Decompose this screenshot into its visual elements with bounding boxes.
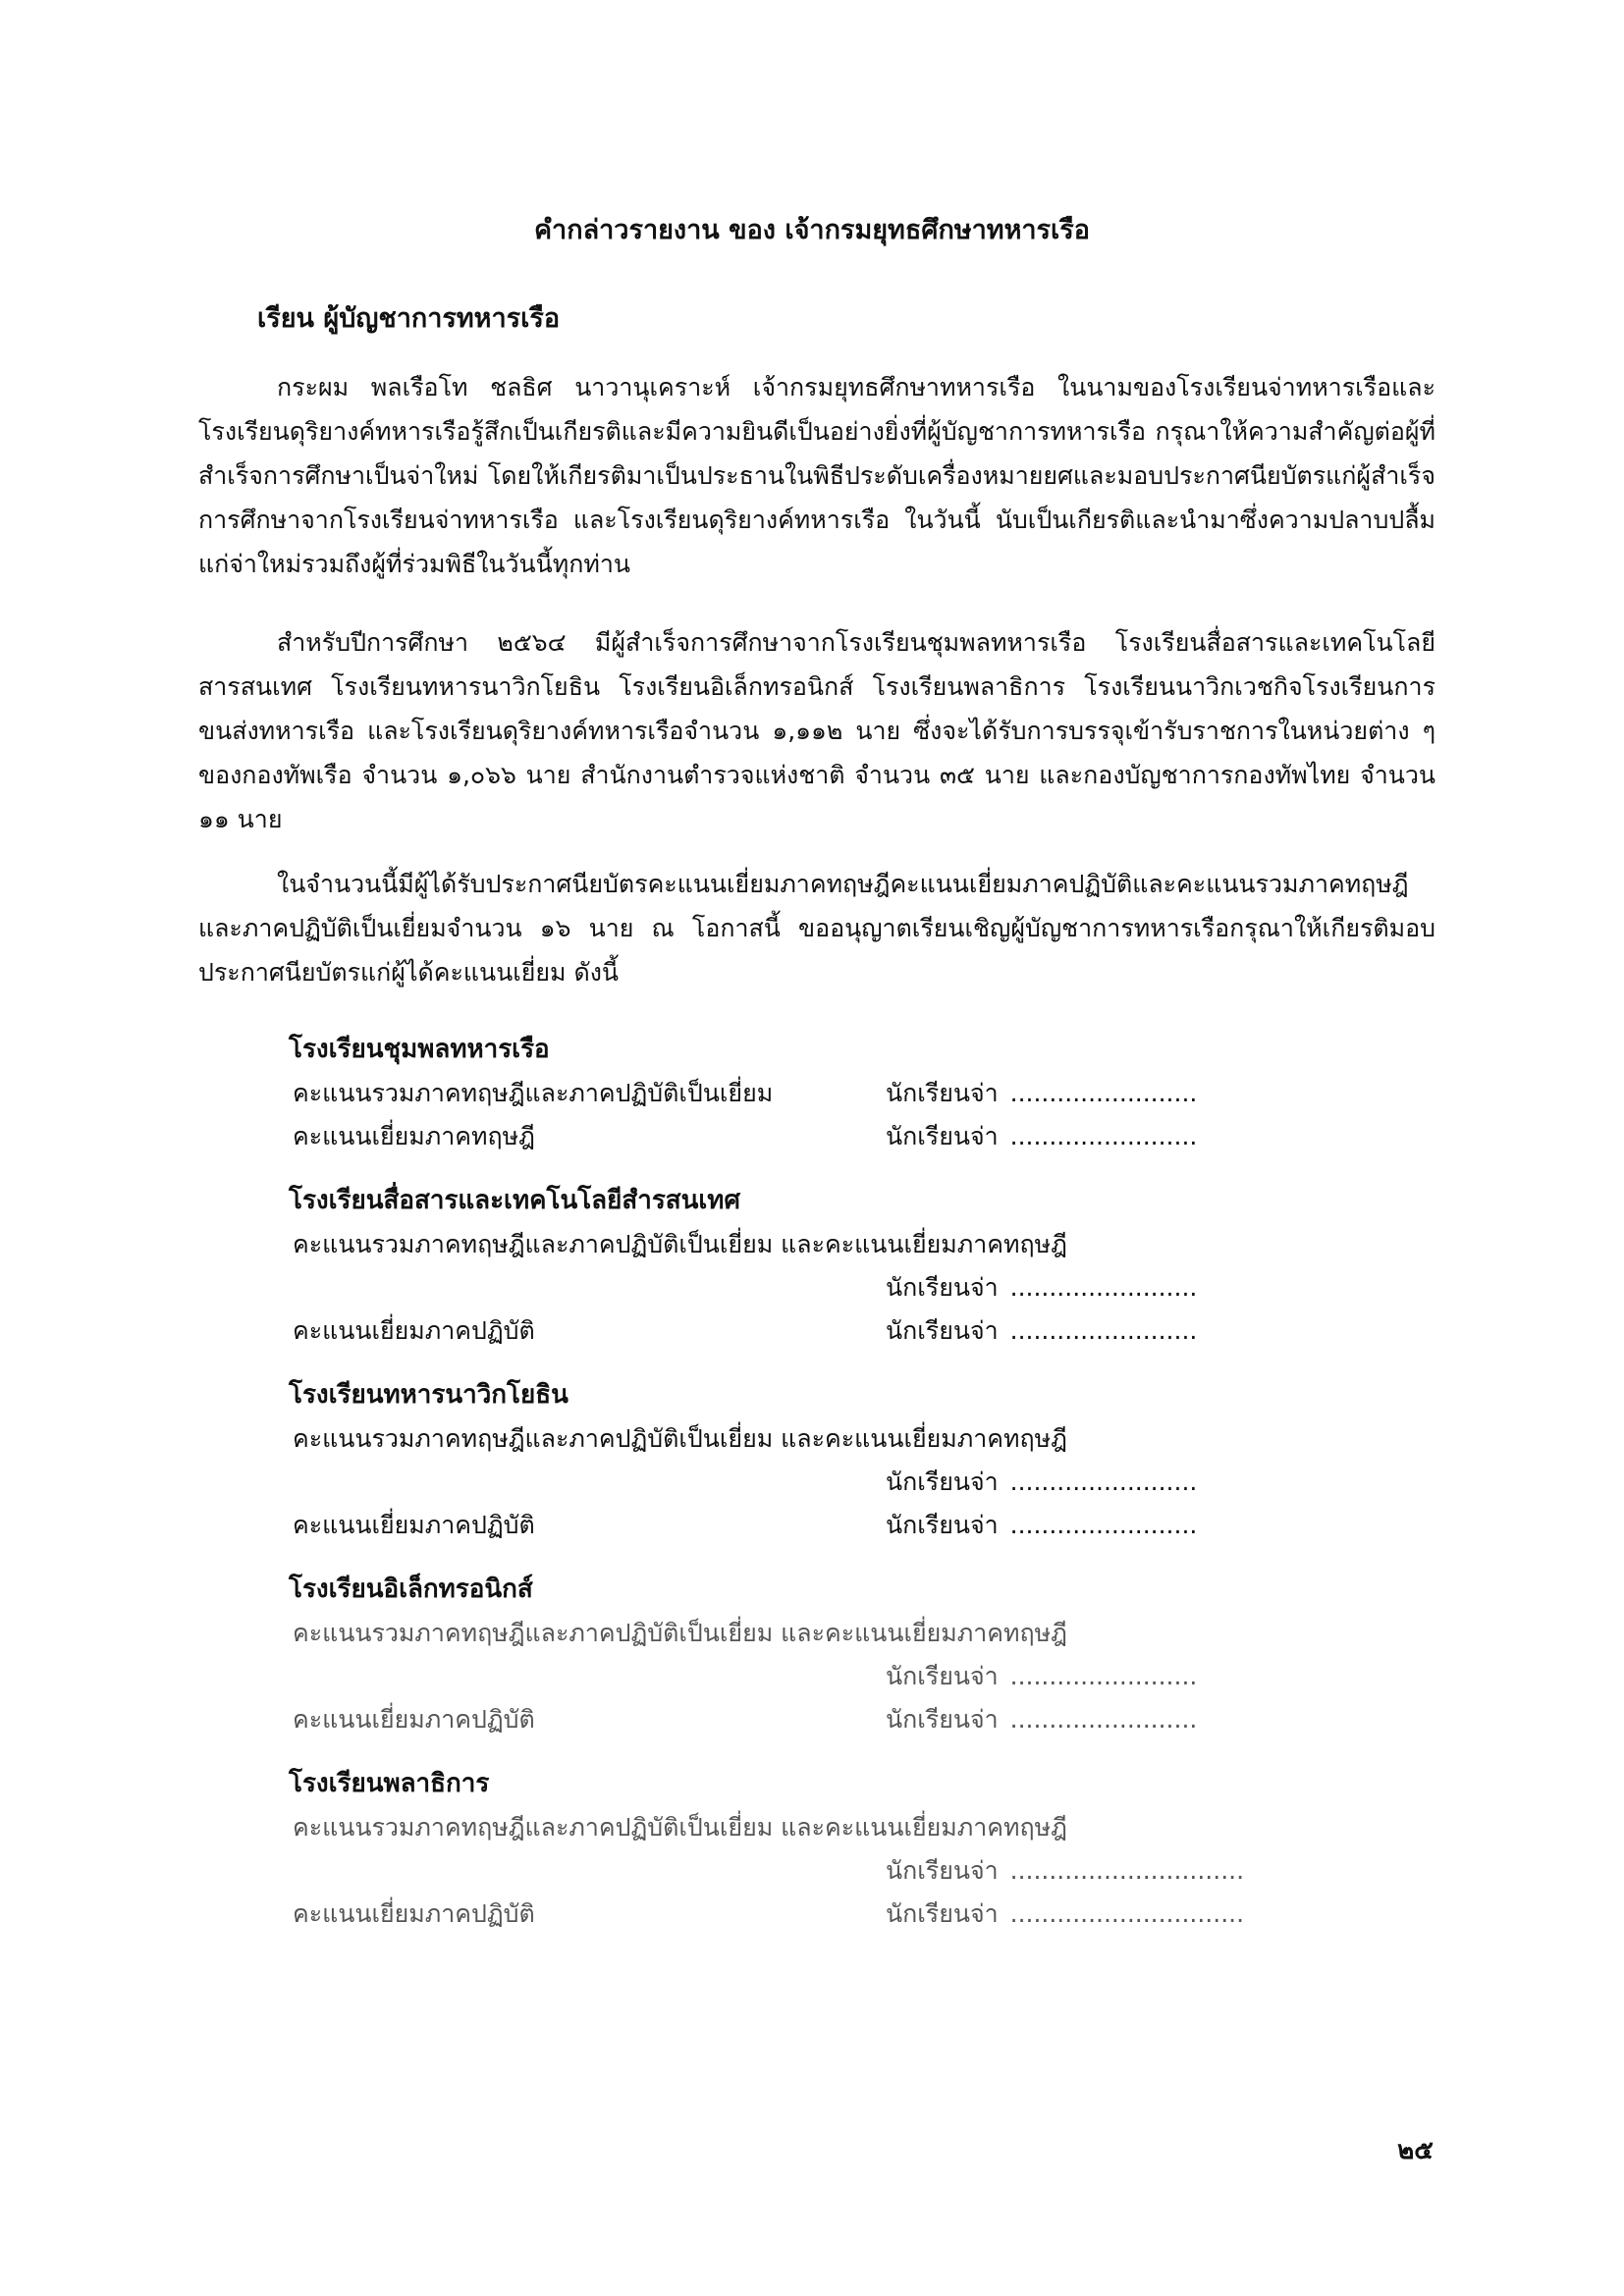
student-slot	[886, 1849, 1244, 1893]
student-label: นักเรียนจ่า	[886, 1856, 999, 1885]
award-row	[289, 1612, 1271, 1655]
student-label: นักเรียนจ่า	[886, 1316, 999, 1345]
award-row	[289, 1655, 1271, 1698]
school-name: โรงเรียนสื่อสารและเทคโนโลยีสำรสนเทศ	[289, 1186, 740, 1215]
award-category: คะแนนรวมภาคทฤษฎีและภาคปฏิบัติเป็นเยี่ยม และคะแนนเยี่ยมภาคทฤษฎี	[293, 1230, 1067, 1258]
student-slot	[886, 1115, 1197, 1158]
award-category: คะแนนเยี่ยมภาคทฤษฎี	[293, 1122, 535, 1150]
student-label: นักเรียนจ่า	[886, 1468, 999, 1496]
blank-dots: ........................	[1009, 1122, 1198, 1150]
blank-dots: ........................	[1009, 1662, 1198, 1690]
student-slot	[886, 1309, 1197, 1353]
blank-dots: ........................	[1009, 1705, 1198, 1734]
school-name: โรงเรียนทหารนาวิกโยธิน	[289, 1380, 568, 1410]
award-school	[289, 1761, 1271, 1936]
blank-dots: ........................	[1009, 1468, 1198, 1496]
blank-dots: ........................	[1009, 1079, 1198, 1107]
award-school	[289, 1027, 1271, 1158]
award-category: คะแนนรวมภาคทฤษฎีและภาคปฏิบัติเป็นเยี่ยม และคะแนนเยี่ยมภาคทฤษฎี	[293, 1424, 1067, 1453]
school-name: โรงเรียนอิเล็กทรอนิกส์	[289, 1575, 533, 1604]
award-row	[289, 1072, 1271, 1115]
award-category: คะแนนเยี่ยมภาคปฏิบัติ	[293, 1705, 535, 1734]
paragraph-graduates: สำหรับปีการศึกษา ๒๕๖๔ มีผู้สำเร็จการศึกษาจากโรงเรียนชุมพลทหารเรือ โรงเรียนสื่อสารและเทคโนโลยีสารสนเทศ โรงเรียนทหารนาวิกโยธิน โรงเรียนอิเล็กทรอนิกส์ โรงเรียนพลาธิการ โรงเรียนนาวิกเวชกิจโรงเรียนการขนส่งทหารเรือ และโรงเรียนดุริยางค์ทหารเรือจำนวน ๑,๑๑๒ นาย ซึ่งจะได้รับการบรรจุเข้ารับราชการในหน่วยต่าง ๆของกองทัพเรือ จำนวน ๑,๐๖๖ นาย สำนักงานตำรวจแห่งชาติ จำนวน ๓๕ นาย และกองบัญชาการกองทัพไทย จำนวน ๑๑ นาย	[198, 628, 1435, 833]
award-row	[289, 1417, 1271, 1461]
award-school	[289, 1372, 1271, 1547]
award-row	[289, 1223, 1271, 1266]
award-row	[289, 1309, 1271, 1353]
document-title: คำกล่าวรายงาน ของ เจ้ากรมยุทธศึกษาทหารเรือ	[534, 215, 1090, 245]
award-row	[289, 1504, 1271, 1547]
student-label: นักเรียนจ่า	[886, 1079, 999, 1107]
blank-dots: ..............................	[1009, 1899, 1245, 1928]
award-school	[289, 1178, 1271, 1353]
award-list	[289, 1027, 1271, 1955]
award-category: คะแนนเยี่ยมภาคปฏิบัติ	[293, 1899, 535, 1928]
student-slot	[886, 1655, 1197, 1698]
student-slot	[886, 1698, 1197, 1741]
student-slot	[886, 1504, 1197, 1547]
student-label: นักเรียนจ่า	[886, 1899, 999, 1928]
award-category: คะแนนรวมภาคทฤษฎีและภาคปฏิบัติเป็นเยี่ยม	[293, 1079, 774, 1107]
school-name: โรงเรียนชุมพลทหารเรือ	[289, 1035, 550, 1064]
paragraph-awards-intro: ในจำนวนนี้มีผู้ได้รับประกาศนียบัตรคะแนนเยี่ยมภาคทฤษฎีคะแนนเยี่ยมภาคปฏิบัติและคะแนนรวมภาคทฤษฎีและภาคปฏิบัติเป็นเยี่ยมจำนวน ๑๖ นาย ณ โอกาสนี้ ขออนุญาตเรียนเชิญผู้บัญชาการทหารเรือกรุณาให้เกียรติมอบประกาศนียบัตรแก่ผู้ได้คะแนนเยี่ยม ดังนี้	[198, 870, 1435, 987]
award-row	[289, 1461, 1271, 1504]
salutation: เรียน ผู้บัญชาการทหารเรือ	[257, 303, 561, 334]
award-category: คะแนนรวมภาคทฤษฎีและภาคปฏิบัติเป็นเยี่ยม และคะแนนเยี่ยมภาคทฤษฎี	[293, 1619, 1067, 1647]
award-row	[289, 1266, 1271, 1309]
student-label: นักเรียนจ่า	[886, 1662, 999, 1690]
award-category: คะแนนเยี่ยมภาคปฏิบัติ	[293, 1316, 535, 1345]
award-row	[289, 1893, 1271, 1936]
student-label: นักเรียนจ่า	[886, 1122, 999, 1150]
student-slot	[886, 1266, 1197, 1309]
student-slot	[886, 1461, 1197, 1504]
blank-dots: ........................	[1009, 1316, 1198, 1345]
award-row	[289, 1806, 1271, 1849]
paragraph-intro: กระผม พลเรือโท ชลธิศ นาวานุเคราะห์ เจ้ากรมยุทธศึกษาทหารเรือ ในนามของโรงเรียนจ่าทหารเรือและโรงเรียนดุริยางค์ทหารเรือรู้สึกเป็นเกียรติและมีความยินดีเป็นอย่างยิ่งที่ผู้บัญชาการทหารเรือ กรุณาให้ความสำคัญต่อผู้ที่สำเร็จการศึกษาเป็นจ่าใหม่ โดยให้เกียรติมาเป็นประธานในพิธีประดับเครื่องหมายยศและมอบประกาศนียบัตรแก่ผู้สำเร็จการศึกษาจากโรงเรียนจ่าทหารเรือ และโรงเรียนดุริยางค์ทหารเรือ ในวันนี้ นับเป็นเกียรติและนำมาซึ่งความปลาบปลื้มแก่จ่าใหม่รวมถึงผู้ที่ร่วมพิธีในวันนี้ทุกท่าน	[198, 373, 1435, 578]
school-name: โรงเรียนพลาธิการ	[289, 1769, 490, 1798]
blank-dots: ........................	[1009, 1511, 1198, 1539]
award-category: คะแนนเยี่ยมภาคปฏิบัติ	[293, 1511, 535, 1539]
page-number: ๒๕	[1397, 2136, 1434, 2165]
student-label: นักเรียนจ่า	[886, 1511, 999, 1539]
blank-dots: ..............................	[1009, 1856, 1245, 1885]
award-row	[289, 1115, 1271, 1158]
student-label: นักเรียนจ่า	[886, 1705, 999, 1734]
student-slot	[886, 1893, 1244, 1936]
student-slot	[886, 1072, 1197, 1115]
award-row	[289, 1849, 1271, 1893]
student-label: นักเรียนจ่า	[886, 1273, 999, 1302]
award-school	[289, 1567, 1271, 1741]
award-row	[289, 1698, 1271, 1741]
blank-dots: ........................	[1009, 1273, 1198, 1302]
award-category: คะแนนรวมภาคทฤษฎีและภาคปฏิบัติเป็นเยี่ยม และคะแนนเยี่ยมภาคทฤษฎี	[293, 1813, 1067, 1842]
